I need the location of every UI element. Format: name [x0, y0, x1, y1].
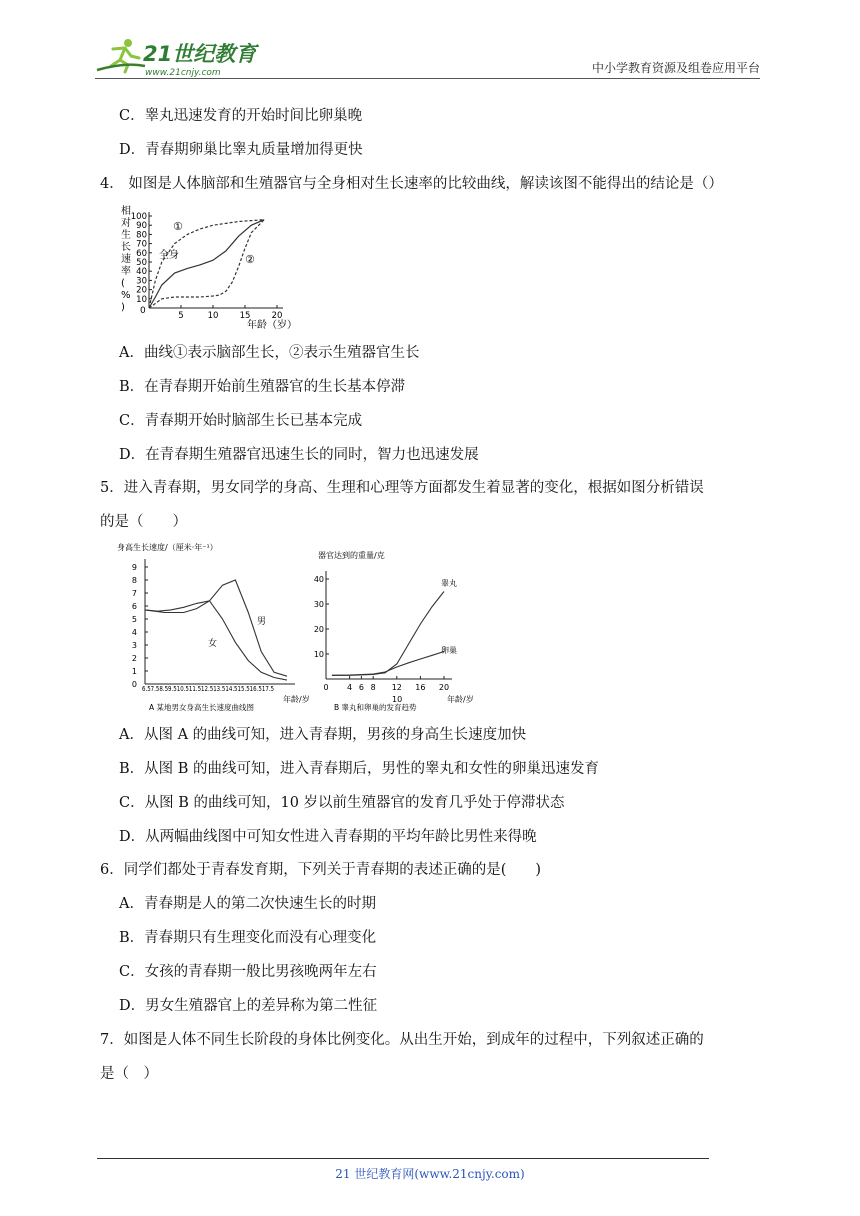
q4-ylabel-char: 相 [121, 206, 131, 217]
q5b-xtick-10: 10 [392, 695, 403, 704]
q6-option-a: A．青春期是人的第二次快速生长的时期 [119, 896, 376, 912]
q4-ylabel-char: % [121, 290, 131, 301]
q5b-xtick-label: 6 [358, 683, 364, 692]
q5b-ytick-label: 10 [313, 650, 324, 659]
q4-xtick-label: 5 [178, 311, 184, 321]
q5b-xtick-label: 8 [370, 683, 376, 692]
q5a-ytick-label: 6 [131, 602, 137, 611]
q3-option-c: C．睾丸迅速发育的开始时间比卵巢晚 [119, 108, 363, 124]
q5a-caption: A 某地男女身高生长速度曲线图 [149, 703, 255, 712]
q5a-ytick-label: 5 [131, 615, 137, 624]
q5a-xlabel: 年龄/岁 [283, 695, 310, 704]
q5b-ytick-label: 40 [313, 575, 324, 584]
q4-ylabel-char: 生 [121, 230, 131, 241]
q6-option-d: D．男女生殖器官上的差异称为第二性征 [119, 998, 378, 1014]
q5b-xtick-label: 20 [438, 683, 450, 692]
q7-stem-line1: 7．如图是人体不同生长阶段的身体比例变化。从出生开始，到成年的过程中，下列叙述正确的 [100, 1032, 704, 1048]
logo-text: 21世纪教育 [143, 42, 257, 66]
q5b-series-line-2 [332, 652, 444, 676]
q5b-xlabel: 年龄/岁 [447, 695, 474, 704]
q4-xtick-label: 15 [239, 311, 251, 321]
q5a-ytick-label: 8 [131, 576, 137, 585]
q4-ytick-label: 70 [136, 239, 147, 250]
q5a-ytick-label: 3 [131, 641, 137, 650]
site-logo [95, 36, 270, 78]
q5b-ytick-label: 20 [313, 625, 324, 634]
q4-xlabel: 年龄（岁） [247, 320, 297, 331]
q4-ylabel-char: 速 [121, 254, 131, 265]
q5-stem-line2: 的是（ ） [100, 514, 187, 530]
q5b-series-line-1 [332, 592, 444, 676]
page-header [95, 30, 760, 80]
q5a-series-label-female: 女 [208, 639, 218, 649]
q5a-ytick-label: 2 [131, 654, 137, 663]
q5a-series-line-1 [145, 580, 287, 676]
q5b-xtick-label: 0 [323, 683, 329, 692]
q5-option-d: D．从两幅曲线图中可知女性进入青春期的平均年龄比男性来得晚 [119, 829, 537, 845]
q5-option-c: C．从图 B 的曲线可知，10 岁以前生殖器官的发育几乎处于停滞状态 [119, 795, 565, 811]
q4-option-a: A．曲线①表示脑部生长，②表示生殖器官生长 [119, 345, 420, 361]
q5-option-b: B．从图 B 的曲线可知，进入青春期后，男性的睾丸和女性的卵巢迅速发育 [119, 761, 600, 777]
q4-option-d: D．在青春期生殖器官迅速生长的同时，智力也迅速发展 [119, 447, 479, 463]
q5a-series-label-male: 男 [257, 617, 267, 627]
q3-option-d: D．青春期卵巢比睾丸质量增加得更快 [119, 142, 363, 158]
q5a-ylabel: 身高生长速度/（厘米·年⁻¹） [117, 543, 218, 552]
q5-option-a: A．从图 A 的曲线可知，进入青春期，男孩的身高生长速度加快 [119, 727, 527, 743]
q5-organ-chart [304, 538, 479, 718]
q5b-series-label-testis: 睾丸 [441, 579, 457, 588]
q4-ytick-label: 80 [136, 230, 147, 241]
q4-option-b: B．在青春期开始前生殖器官的生长基本停滞 [119, 379, 406, 395]
q5a-xtick-labels: 6.57.58.59.510.511.512.513.514.515.516.517.5 [142, 685, 274, 693]
q5b-caption: B 睾丸和卵巢的发育趋势 [334, 703, 417, 712]
q4-ytick-label: 20 [136, 285, 147, 296]
q4-ytick-label: 40 [136, 267, 147, 278]
q5b-ytick-label: 30 [313, 600, 324, 609]
q4-series-label-1: ① [173, 220, 183, 233]
q4-ytick-label: 10 [136, 294, 147, 305]
footer-divider [97, 1158, 709, 1159]
page-footer: 21 世纪教育网(www.21cnjy.com) [335, 1167, 525, 1181]
q4-ylabel-char: 对 [121, 218, 131, 229]
q5a-ytick-label: 1 [131, 667, 137, 676]
q5b-xtick-label: 16 [415, 683, 426, 692]
q4-ylabel-char: ( [121, 278, 125, 289]
q4-series-label-body: 全身 [159, 250, 179, 261]
q4-ylabel-char: 率 [121, 266, 131, 277]
logo-url: www.21cnjy.com [145, 68, 221, 78]
q4-xtick-label: 10 [207, 311, 219, 321]
q4-ytick-label: 50 [136, 258, 147, 268]
q4-growth-chart [113, 200, 303, 332]
q4-option-c: C．青春期开始时脑部生长已基本完成 [119, 413, 363, 429]
q5-stem-line1: 5．进入青春期，男女同学的身高、生理和心理等方面都发生着显著的变化，根据如图分析错误 [100, 480, 704, 496]
platform-name: 中小学教育资源及组卷应用平台 [591, 61, 760, 75]
q6-stem: 6．同学们都处于青春发育期，下列关于青春期的表述正确的是( ) [100, 862, 542, 878]
q4-stem: 4． 如图是人体脑部和生殖器官与全身相对生长速率的比较曲线，解读该图不能得出的结论是（） [100, 176, 723, 192]
q4-ytick-label: 60 [136, 248, 147, 259]
q5a-ytick-label: 0 [131, 680, 137, 689]
q5b-ylabel: 器官达到的重量/克 [318, 551, 385, 560]
q5a-ytick-label: 9 [131, 563, 137, 572]
q4-ylabel-char: 长 [121, 242, 131, 253]
q5a-ytick-label: 7 [131, 589, 137, 598]
q4-ytick-label: 30 [136, 276, 147, 287]
q6-option-b: B．青春期只有生理变化而没有心理变化 [119, 930, 377, 946]
q5-height-chart [113, 538, 310, 718]
q5a-ytick-label: 4 [131, 628, 137, 637]
q4-ytick-label: 100 [130, 212, 147, 222]
q4-origin-label: 0 [140, 306, 146, 316]
runner-icon [97, 39, 145, 72]
q5b-series-label-ovary: 卵巢 [441, 646, 457, 655]
q4-series-label-2: ② [245, 253, 255, 266]
header-divider [95, 78, 760, 79]
q6-option-c: C．女孩的青春期一般比男孩晚两年左右 [119, 964, 377, 980]
q4-ytick-label: 90 [136, 221, 147, 232]
q7-stem-line2: 是（ ） [100, 1066, 158, 1082]
q5b-xtick-label: 4 [347, 683, 353, 692]
q4-xtick-label: 20 [271, 311, 283, 321]
q4-ylabel [121, 204, 131, 313]
q5b-xtick-label: 12 [391, 683, 402, 692]
q4-ylabel-char: ) [121, 302, 125, 313]
